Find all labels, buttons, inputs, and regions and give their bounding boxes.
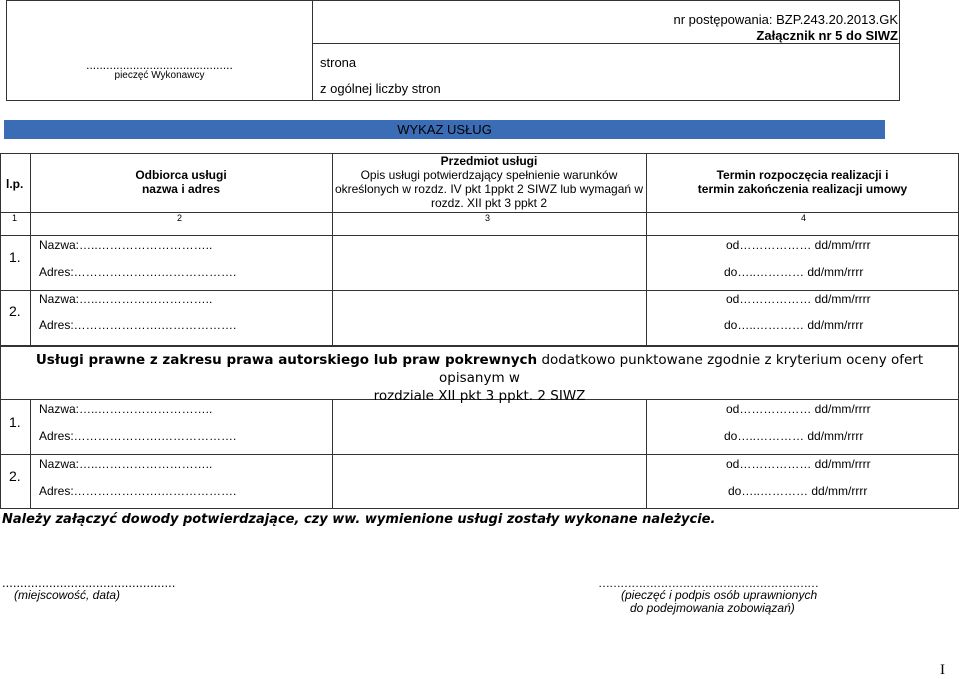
recipient-name: Nazwa:…..……………………….. [39, 457, 213, 471]
section2-title-line1 [4, 351, 955, 387]
of-pages-label: z ogólnej liczby stron [320, 81, 441, 96]
start-date: od……………… dd/mm/rrrr [726, 238, 871, 252]
section2-row-divider [0, 454, 959, 455]
page-label: strona [320, 55, 357, 70]
header-lp: l.p. [6, 177, 24, 191]
section2-title [4, 351, 955, 405]
header-term-line1: Termin rozpoczęcia realizacji i [716, 168, 889, 182]
table-header-bottom [0, 212, 959, 213]
end-date: do…..………… dd/mm/rrrr [724, 318, 864, 332]
col-number-1: 1 [12, 213, 18, 223]
evidence-note: Należy załączyć dowody potwierdzające, czy ww. wymienione usługi zostały wykonane należycie. [2, 512, 716, 527]
header-divider [312, 43, 900, 44]
recipient-address: Adres:………………….………………. [39, 484, 237, 498]
recipient-name: Nazwa:…..……………………….. [39, 292, 213, 306]
case-number: nr postępowania: BZP.243.20.2013.GK [673, 12, 898, 27]
end-date: do…..………… dd/mm/rrrr [724, 265, 864, 279]
start-date: od……………… dd/mm/rrrr [726, 402, 871, 416]
place-date-label: (miejscowość, data) [14, 588, 121, 602]
table-row-divider [0, 290, 959, 291]
header-subject-line1: Opis usługi potwierdzający spełnienie warunków [360, 168, 618, 182]
start-date: od……………… dd/mm/rrrr [726, 457, 871, 471]
table-numbers-bottom [0, 235, 959, 236]
header-term [646, 168, 959, 196]
header-subject-title: Przedmiot usługi [440, 154, 538, 168]
start-date: od……………… dd/mm/rrrr [726, 292, 871, 306]
section2-title-rest: dodatkowo punktowane zgodnie z kryterium oceny ofert opisanym w [439, 352, 924, 386]
section2-col-divider-3 [646, 399, 647, 509]
section2-title-line2: rozdziale XII pkt 3 ppkt. 2 SIWZ [373, 388, 586, 404]
end-date: do…..………… dd/mm/rrrr [724, 429, 864, 443]
attachment-label: Załącznik nr 5 do SIWZ [756, 28, 898, 43]
recipient-address: Adres:………………….………………. [39, 429, 237, 443]
col-number-4: 4 [801, 213, 807, 223]
header-recipient-line1: Odbiorca usługi [135, 168, 227, 182]
section2-title-bold: Usługi prawne z zakresu prawa autorskiego lub praw pokrewnych [35, 352, 538, 368]
row-number: 1. [9, 414, 21, 430]
signature-label-line1: (pieczęć i podpis osób uprawnionych [621, 588, 818, 602]
stamp-dots: ............................................ [86, 58, 233, 72]
col-number-3: 3 [485, 213, 491, 223]
header-stamp-box [6, 0, 313, 101]
row-number: 2. [9, 303, 21, 319]
row-number: 1. [9, 249, 21, 265]
header-subject [332, 154, 646, 210]
recipient-address: Adres:………………….………………. [39, 265, 237, 279]
row-number: 2. [9, 468, 21, 484]
header-subject-line3: rozdz. XII pkt 3 ppkt 2 [430, 196, 548, 210]
recipient-address: Adres:………………….………………. [39, 318, 237, 332]
header-recipient-line2: nazwa i adres [141, 182, 221, 196]
stamp-label: pieczęć Wykonawcy [114, 70, 205, 81]
header-term-line2: termin zakończenia realizacji umowy [697, 182, 908, 196]
banner-title: WYKAZ USŁUG [397, 122, 492, 137]
place-dots: ................................................ [2, 575, 176, 590]
signature-label-line2: do podejmowania zobowiązań) [630, 601, 795, 615]
header-recipient [30, 168, 332, 196]
page-mark: I [940, 662, 945, 678]
signature-dots: …………………………………………………… [598, 576, 818, 590]
recipient-name: Nazwa:…..……………………….. [39, 238, 213, 252]
section2-col-divider-1 [30, 399, 31, 509]
col-number-2: 2 [177, 213, 183, 223]
recipient-name: Nazwa:…..……………………….. [39, 402, 213, 416]
header-subject-line2: określonych w rozdz. IV pkt 1ppkt 2 SIWZ lub wymagań w [334, 182, 644, 196]
end-date: do…..………… dd/mm/rrrr [728, 484, 868, 498]
banner [4, 120, 885, 139]
section2-col-divider-2 [332, 399, 333, 509]
